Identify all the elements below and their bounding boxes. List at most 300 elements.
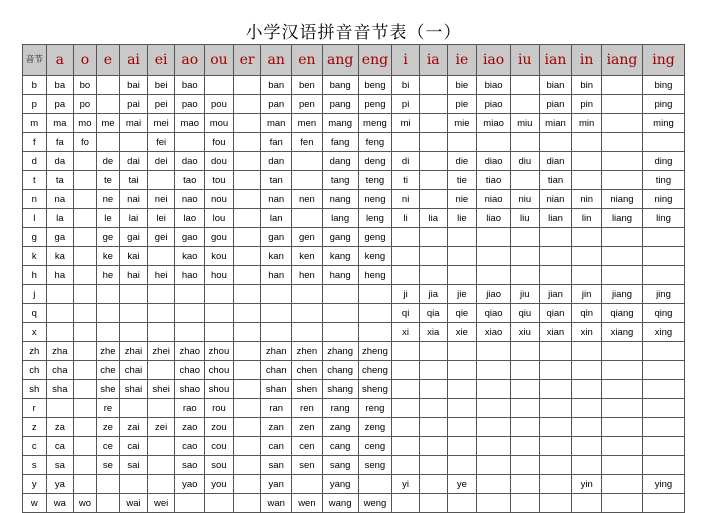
syllable-cell: [572, 228, 602, 247]
syllable-cell: qiu: [510, 304, 539, 323]
syllable-cell: [392, 418, 420, 437]
syllable-cell: piao: [477, 95, 511, 114]
final-header: iang: [602, 45, 643, 76]
syllable-cell: [205, 76, 234, 95]
syllable-cell: weng: [358, 494, 392, 513]
syllable-cell: bai: [120, 76, 148, 95]
syllable-cell: [322, 323, 358, 342]
syllable-cell: zan: [261, 418, 292, 437]
syllable-cell: dou: [205, 152, 234, 171]
syllable-cell: [233, 399, 261, 418]
syllable-cell: lai: [120, 209, 148, 228]
syllable-cell: [419, 456, 447, 475]
syllable-cell: [477, 475, 511, 494]
initial-cell: w: [23, 494, 47, 513]
syllable-cell: [233, 418, 261, 437]
syllable-cell: nai: [120, 190, 148, 209]
syllable-cell: ti: [392, 171, 420, 190]
syllable-cell: nin: [572, 190, 602, 209]
syllable-cell: geng: [358, 228, 392, 247]
syllable-cell: bang: [322, 76, 358, 95]
syllable-cell: [74, 266, 97, 285]
syllable-cell: [74, 304, 97, 323]
syllable-cell: [477, 380, 511, 399]
syllable-cell: ran: [261, 399, 292, 418]
syllable-cell: man: [261, 114, 292, 133]
syllable-cell: [510, 171, 539, 190]
syllable-cell: [539, 475, 572, 494]
syllable-cell: wai: [120, 494, 148, 513]
syllable-cell: xia: [419, 323, 447, 342]
syllable-cell: kan: [261, 247, 292, 266]
table-row: [23, 95, 685, 114]
initial-cell: p: [23, 95, 47, 114]
syllable-cell: dian: [539, 152, 572, 171]
syllable-cell: [477, 456, 511, 475]
initial-cell: m: [23, 114, 47, 133]
syllable-cell: [392, 342, 420, 361]
syllable-cell: gou: [205, 228, 234, 247]
syllable-cell: [477, 342, 511, 361]
syllable-cell: [96, 133, 120, 152]
syllable-cell: [510, 228, 539, 247]
syllable-cell: [477, 399, 511, 418]
syllable-cell: pian: [539, 95, 572, 114]
syllable-cell: [147, 456, 175, 475]
final-header: eng: [358, 45, 392, 76]
syllable-cell: mao: [175, 114, 205, 133]
final-header: a: [46, 45, 74, 76]
syllable-cell: [46, 304, 74, 323]
syllable-cell: [233, 95, 261, 114]
syllable-cell: [147, 247, 175, 266]
final-header: ian: [539, 45, 572, 76]
table-row: [23, 323, 685, 342]
syllable-cell: mian: [539, 114, 572, 133]
syllable-cell: hei: [147, 266, 175, 285]
syllable-cell: [233, 456, 261, 475]
syllable-cell: [602, 456, 643, 475]
syllable-cell: lie: [447, 209, 477, 228]
initial-cell: c: [23, 437, 47, 456]
syllable-cell: wang: [322, 494, 358, 513]
syllable-cell: re: [96, 399, 120, 418]
syllable-cell: yao: [175, 475, 205, 494]
syllable-cell: [602, 380, 643, 399]
syllable-cell: [205, 323, 234, 342]
syllable-cell: [510, 399, 539, 418]
syllable-cell: yi: [392, 475, 420, 494]
syllable-cell: pei: [147, 95, 175, 114]
syllable-cell: zha: [46, 342, 74, 361]
syllable-cell: yin: [572, 475, 602, 494]
syllable-cell: lin: [572, 209, 602, 228]
syllable-cell: [205, 285, 234, 304]
syllable-cell: na: [46, 190, 74, 209]
syllable-cell: [642, 247, 684, 266]
syllable-cell: fa: [46, 133, 74, 152]
table-row: [23, 342, 685, 361]
syllable-cell: [392, 266, 420, 285]
syllable-cell: [642, 228, 684, 247]
syllable-cell: [96, 494, 120, 513]
table-row: [23, 380, 685, 399]
table-row: [23, 475, 685, 494]
table-row: [23, 152, 685, 171]
syllable-cell: hang: [322, 266, 358, 285]
syllable-cell: [175, 304, 205, 323]
syllable-cell: [233, 152, 261, 171]
syllable-cell: lang: [322, 209, 358, 228]
syllable-cell: dao: [175, 152, 205, 171]
syllable-cell: shei: [147, 380, 175, 399]
syllable-cell: [96, 475, 120, 494]
syllable-cell: sheng: [358, 380, 392, 399]
syllable-cell: mou: [205, 114, 234, 133]
syllable-cell: [510, 475, 539, 494]
initial-cell: b: [23, 76, 47, 95]
syllable-cell: [602, 152, 643, 171]
syllable-cell: san: [261, 456, 292, 475]
syllable-cell: ye: [447, 475, 477, 494]
syllable-cell: [572, 133, 602, 152]
initial-cell: f: [23, 133, 47, 152]
table-row: [23, 209, 685, 228]
table-row: [23, 171, 685, 190]
syllable-cell: [233, 361, 261, 380]
initial-cell: r: [23, 399, 47, 418]
syllable-cell: min: [572, 114, 602, 133]
syllable-cell: [74, 475, 97, 494]
syllable-cell: [539, 437, 572, 456]
final-header: iao: [477, 45, 511, 76]
syllable-cell: [147, 475, 175, 494]
syllable-cell: ta: [46, 171, 74, 190]
syllable-cell: [447, 247, 477, 266]
syllable-cell: [74, 380, 97, 399]
syllable-cell: jian: [539, 285, 572, 304]
table-row: [23, 266, 685, 285]
syllable-cell: ding: [642, 152, 684, 171]
table-row: [23, 418, 685, 437]
syllable-cell: shen: [292, 380, 323, 399]
syllable-cell: sen: [292, 456, 323, 475]
syllable-cell: [120, 304, 148, 323]
syllable-cell: ke: [96, 247, 120, 266]
syllable-cell: ling: [642, 209, 684, 228]
syllable-cell: [392, 380, 420, 399]
initial-cell: g: [23, 228, 47, 247]
table-row: [23, 114, 685, 133]
syllable-cell: [642, 418, 684, 437]
syllable-cell: [322, 285, 358, 304]
syllable-cell: [233, 114, 261, 133]
syllable-cell: [510, 494, 539, 513]
syllable-cell: [572, 399, 602, 418]
final-header: ia: [419, 45, 447, 76]
syllable-cell: [292, 209, 323, 228]
syllable-cell: [602, 247, 643, 266]
syllable-cell: [602, 133, 643, 152]
syllable-cell: xi: [392, 323, 420, 342]
syllable-cell: ting: [642, 171, 684, 190]
syllable-cell: [539, 247, 572, 266]
syllable-cell: [447, 418, 477, 437]
syllable-cell: [233, 475, 261, 494]
syllable-cell: lei: [147, 209, 175, 228]
syllable-cell: zheng: [358, 342, 392, 361]
syllable-cell: wa: [46, 494, 74, 513]
syllable-cell: tian: [539, 171, 572, 190]
initial-cell: h: [23, 266, 47, 285]
table-row: [23, 285, 685, 304]
syllable-cell: feng: [358, 133, 392, 152]
syllable-cell: zhen: [292, 342, 323, 361]
syllable-cell: [74, 209, 97, 228]
syllable-cell: nou: [205, 190, 234, 209]
syllable-cell: qiang: [602, 304, 643, 323]
syllable-cell: mo: [74, 114, 97, 133]
syllable-cell: [175, 133, 205, 152]
syllable-cell: men: [292, 114, 323, 133]
syllable-cell: shou: [205, 380, 234, 399]
syllable-cell: [419, 95, 447, 114]
syllable-cell: niang: [602, 190, 643, 209]
syllable-cell: chen: [292, 361, 323, 380]
syllable-cell: ge: [96, 228, 120, 247]
syllable-cell: [205, 304, 234, 323]
syllable-cell: [539, 361, 572, 380]
syllable-cell: [539, 133, 572, 152]
syllable-cell: [447, 399, 477, 418]
syllable-cell: bin: [572, 76, 602, 95]
syllable-cell: shai: [120, 380, 148, 399]
syllable-cell: ren: [292, 399, 323, 418]
syllable-cell: [392, 494, 420, 513]
syllable-cell: [120, 133, 148, 152]
syllable-cell: zhai: [120, 342, 148, 361]
syllable-cell: [147, 304, 175, 323]
syllable-cell: ning: [642, 190, 684, 209]
initial-cell: ch: [23, 361, 47, 380]
syllable-cell: zao: [175, 418, 205, 437]
syllable-cell: shang: [322, 380, 358, 399]
syllable-cell: [233, 171, 261, 190]
syllable-cell: chan: [261, 361, 292, 380]
syllable-cell: she: [96, 380, 120, 399]
syllable-cell: [602, 437, 643, 456]
syllable-cell: pang: [322, 95, 358, 114]
syllable-cell: [46, 323, 74, 342]
syllable-cell: chao: [175, 361, 205, 380]
initial-cell: l: [23, 209, 47, 228]
syllable-cell: hou: [205, 266, 234, 285]
syllable-cell: mei: [147, 114, 175, 133]
syllable-cell: [147, 399, 175, 418]
syllable-cell: [147, 171, 175, 190]
syllable-cell: tan: [261, 171, 292, 190]
syllable-cell: [447, 228, 477, 247]
syllable-cell: liang: [602, 209, 643, 228]
syllable-cell: [510, 380, 539, 399]
syllable-cell: [539, 418, 572, 437]
syllable-cell: [261, 323, 292, 342]
syllable-cell: jie: [447, 285, 477, 304]
header-row: [23, 45, 685, 76]
syllable-cell: [358, 285, 392, 304]
syllable-cell: [419, 361, 447, 380]
syllable-cell: dan: [261, 152, 292, 171]
syllable-cell: [602, 228, 643, 247]
syllable-cell: [447, 342, 477, 361]
syllable-cell: he: [96, 266, 120, 285]
syllable-cell: xing: [642, 323, 684, 342]
syllable-cell: [233, 247, 261, 266]
syllable-cell: rao: [175, 399, 205, 418]
syllable-cell: [642, 380, 684, 399]
syllable-cell: [261, 285, 292, 304]
syllable-cell: [572, 361, 602, 380]
syllable-cell: [642, 361, 684, 380]
syllable-cell: ming: [642, 114, 684, 133]
syllable-cell: [233, 380, 261, 399]
syllable-cell: di: [392, 152, 420, 171]
syllable-cell: [447, 494, 477, 513]
syllable-cell: pie: [447, 95, 477, 114]
syllable-cell: qi: [392, 304, 420, 323]
syllable-cell: [419, 494, 447, 513]
syllable-cell: niu: [510, 190, 539, 209]
syllable-cell: [642, 133, 684, 152]
syllable-cell: qie: [447, 304, 477, 323]
syllable-cell: da: [46, 152, 74, 171]
syllable-cell: lian: [539, 209, 572, 228]
syllable-cell: ceng: [358, 437, 392, 456]
syllable-cell: ni: [392, 190, 420, 209]
syllable-cell: zhou: [205, 342, 234, 361]
syllable-cell: sao: [175, 456, 205, 475]
syllable-cell: liao: [477, 209, 511, 228]
syllable-cell: tie: [447, 171, 477, 190]
syllable-cell: [205, 494, 234, 513]
syllable-cell: [96, 323, 120, 342]
syllable-cell: [74, 437, 97, 456]
syllable-cell: ken: [292, 247, 323, 266]
syllable-cell: [447, 456, 477, 475]
syllable-cell: [419, 133, 447, 152]
syllable-cell: [572, 418, 602, 437]
syllable-cell: [74, 323, 97, 342]
final-header: en: [292, 45, 323, 76]
syllable-cell: [602, 76, 643, 95]
syllable-cell: xiao: [477, 323, 511, 342]
syllable-cell: bing: [642, 76, 684, 95]
syllable-cell: [602, 171, 643, 190]
syllable-cell: deng: [358, 152, 392, 171]
initial-cell: y: [23, 475, 47, 494]
syllable-table: [22, 44, 685, 513]
syllable-cell: wei: [147, 494, 175, 513]
syllable-cell: [392, 133, 420, 152]
syllable-cell: dai: [120, 152, 148, 171]
syllable-cell: [175, 323, 205, 342]
syllable-cell: tang: [322, 171, 358, 190]
syllable-cell: can: [261, 437, 292, 456]
syllable-cell: che: [96, 361, 120, 380]
syllable-cell: [447, 133, 477, 152]
syllable-cell: de: [96, 152, 120, 171]
syllable-cell: xin: [572, 323, 602, 342]
syllable-cell: hai: [120, 266, 148, 285]
syllable-cell: bo: [74, 76, 97, 95]
syllable-cell: ba: [46, 76, 74, 95]
syllable-cell: mai: [120, 114, 148, 133]
syllable-cell: pi: [392, 95, 420, 114]
syllable-cell: [74, 171, 97, 190]
syllable-cell: [175, 285, 205, 304]
syllable-cell: [120, 285, 148, 304]
final-header: ing: [642, 45, 684, 76]
syllable-cell: se: [96, 456, 120, 475]
syllable-cell: jin: [572, 285, 602, 304]
syllable-cell: [392, 456, 420, 475]
syllable-cell: nen: [292, 190, 323, 209]
syllable-cell: [539, 399, 572, 418]
syllable-cell: [392, 399, 420, 418]
syllable-cell: cen: [292, 437, 323, 456]
table-row: [23, 76, 685, 95]
syllable-cell: diao: [477, 152, 511, 171]
syllable-cell: zhei: [147, 342, 175, 361]
syllable-cell: fan: [261, 133, 292, 152]
syllable-cell: reng: [358, 399, 392, 418]
syllable-cell: zou: [205, 418, 234, 437]
syllable-cell: [74, 418, 97, 437]
syllable-cell: [419, 152, 447, 171]
syllable-cell: [120, 475, 148, 494]
syllable-cell: [46, 399, 74, 418]
syllable-cell: qiao: [477, 304, 511, 323]
syllable-cell: [233, 266, 261, 285]
table-row: [23, 494, 685, 513]
syllable-cell: ben: [292, 76, 323, 95]
syllable-cell: liu: [510, 209, 539, 228]
syllable-cell: wan: [261, 494, 292, 513]
syllable-cell: peng: [358, 95, 392, 114]
syllable-cell: kai: [120, 247, 148, 266]
syllable-cell: zai: [120, 418, 148, 437]
syllable-cell: ban: [261, 76, 292, 95]
syllable-cell: [419, 114, 447, 133]
syllable-cell: kou: [205, 247, 234, 266]
initial-cell: n: [23, 190, 47, 209]
syllable-cell: jiu: [510, 285, 539, 304]
syllable-cell: [539, 228, 572, 247]
syllable-cell: pan: [261, 95, 292, 114]
syllable-cell: [96, 76, 120, 95]
syllable-cell: [572, 456, 602, 475]
initial-cell: k: [23, 247, 47, 266]
syllable-cell: pai: [120, 95, 148, 114]
syllable-cell: ka: [46, 247, 74, 266]
syllable-cell: neng: [358, 190, 392, 209]
syllable-cell: [572, 342, 602, 361]
syllable-cell: xiu: [510, 323, 539, 342]
syllable-cell: ji: [392, 285, 420, 304]
syllable-cell: [510, 76, 539, 95]
table-row: [23, 133, 685, 152]
syllable-cell: chai: [120, 361, 148, 380]
